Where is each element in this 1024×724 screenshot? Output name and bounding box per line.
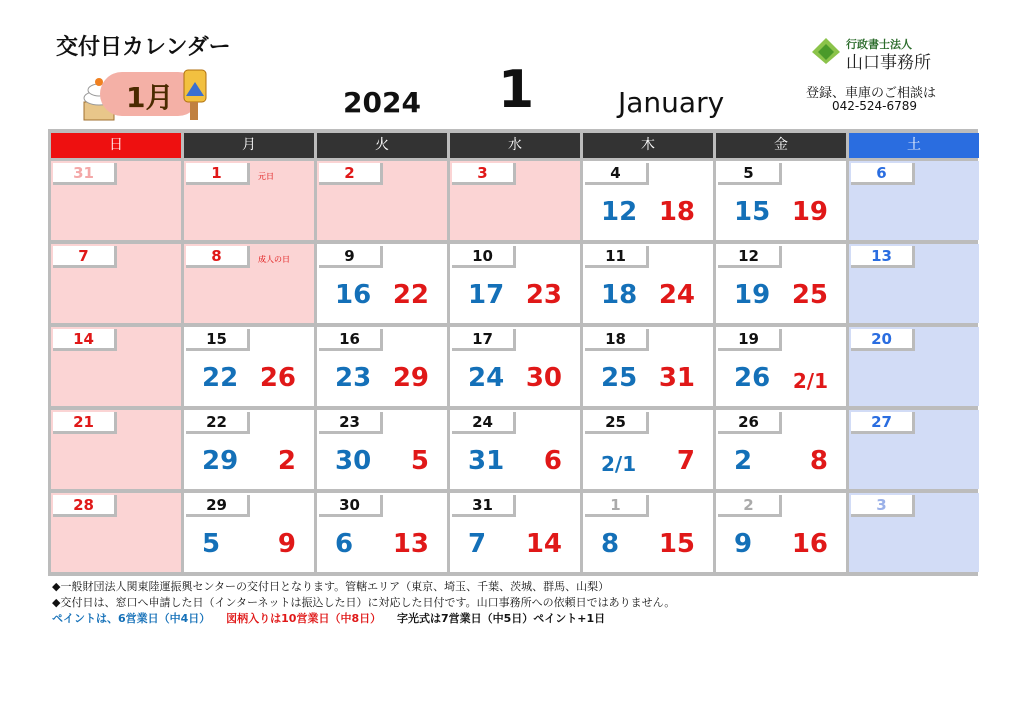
month-badge-label: 1月 [126, 81, 174, 114]
design-delivery-date: 7 [676, 446, 695, 476]
paint-delivery-date: 19 [734, 280, 771, 310]
design-rule: 図柄入りは10営業日（中8日） [226, 612, 382, 625]
paint-delivery-date: 22 [202, 363, 239, 393]
day-number: 19 [718, 329, 782, 351]
design-delivery-date: 2/1 [792, 369, 828, 393]
day-number: 20 [851, 329, 915, 351]
paint-delivery-date: 16 [335, 280, 372, 310]
paint-delivery-date: 24 [468, 363, 505, 393]
day-number: 18 [585, 329, 649, 351]
day-cell [716, 327, 846, 406]
day-number: 24 [452, 412, 516, 434]
paint-delivery-date: 25 [601, 363, 638, 393]
hagoita-icon [80, 68, 212, 124]
day-number: 26 [718, 412, 782, 434]
day-cell [450, 327, 580, 406]
day-number: 28 [53, 495, 117, 517]
day-cell [184, 161, 314, 240]
phone-number: 042-524-6789 [832, 99, 918, 113]
day-cell [317, 244, 447, 323]
paint-delivery-date: 2 [734, 446, 753, 476]
day-cell [583, 244, 713, 323]
design-delivery-date: 14 [525, 529, 562, 559]
header-wed: 水 [450, 133, 580, 158]
day-number: 16 [319, 329, 383, 351]
day-cell [849, 327, 979, 406]
month-badge [80, 68, 212, 124]
day-cell [450, 410, 580, 489]
day-number: 1 [186, 163, 250, 185]
holiday-note: 元日 [258, 172, 274, 181]
paint-delivery-date: 5 [202, 529, 221, 559]
design-delivery-date: 2 [277, 446, 296, 476]
calendar-grid [48, 129, 978, 576]
paint-delivery-date: 29 [202, 446, 239, 476]
font-rule: 字光式は7営業日（中5日）ペイント+1日 [396, 612, 606, 625]
design-delivery-date: 23 [525, 280, 562, 310]
day-cell [184, 327, 314, 406]
day-number: 30 [319, 495, 383, 517]
day-cell [51, 327, 181, 406]
header-fri: 金 [716, 133, 846, 158]
paint-delivery-date: 31 [468, 446, 505, 476]
day-cell [849, 493, 979, 572]
footer-line-2: ◆交付日は、窓口へ申請した日（インターネットは振込した日）に対応した日付です。山口事務所への依頼日ではありません。 [52, 596, 676, 609]
day-cell [450, 493, 580, 572]
day-number: 2 [718, 495, 782, 517]
holiday-note: 成人の日 [258, 255, 290, 264]
day-cell [317, 161, 447, 240]
paint-rule: ペイントは、6営業日（中4日） [52, 612, 211, 625]
design-delivery-date: 16 [791, 529, 828, 559]
page-title: 交付日カレンダー [56, 35, 231, 60]
paint-delivery-date: 23 [335, 363, 372, 393]
day-cell [583, 493, 713, 572]
office-type: 行政書士法人 [846, 38, 912, 51]
header-sun: 日 [51, 133, 181, 158]
day-cell [184, 493, 314, 572]
design-delivery-date: 30 [525, 363, 562, 393]
day-cell [317, 493, 447, 572]
paint-delivery-date: 30 [335, 446, 372, 476]
day-number: 1 [585, 495, 649, 517]
paint-delivery-date: 8 [601, 529, 620, 559]
design-delivery-date: 22 [392, 280, 429, 310]
design-delivery-date: 19 [791, 197, 828, 227]
day-number: 11 [585, 246, 649, 268]
day-number: 23 [319, 412, 383, 434]
paint-delivery-date: 18 [601, 280, 638, 310]
header-tue: 火 [317, 133, 447, 158]
day-cell [51, 161, 181, 240]
day-cell [583, 161, 713, 240]
day-cell [450, 244, 580, 323]
day-cell [583, 410, 713, 489]
day-cell [51, 244, 181, 323]
paint-delivery-date: 2/1 [601, 452, 637, 476]
day-cell [51, 493, 181, 572]
paint-delivery-date: 7 [468, 529, 487, 559]
day-cell [716, 161, 846, 240]
paint-delivery-date: 15 [734, 197, 771, 227]
day-number: 5 [718, 163, 782, 185]
day-number: 17 [452, 329, 516, 351]
header-sat: 土 [849, 133, 979, 158]
paint-delivery-date: 6 [335, 529, 354, 559]
day-cell [583, 327, 713, 406]
day-cell [716, 244, 846, 323]
design-delivery-date: 15 [658, 529, 695, 559]
paint-delivery-date: 17 [468, 280, 505, 310]
design-delivery-date: 18 [658, 197, 695, 227]
footer-rules [52, 610, 605, 626]
day-cell [716, 493, 846, 572]
day-cell [849, 244, 979, 323]
header-mon: 月 [184, 133, 314, 158]
day-number: 8 [186, 246, 250, 268]
day-number: 4 [585, 163, 649, 185]
day-cell [51, 410, 181, 489]
day-cell [849, 410, 979, 489]
year-label: 2024 [343, 86, 421, 119]
day-number: 27 [851, 412, 915, 434]
paint-delivery-date: 9 [734, 529, 753, 559]
design-delivery-date: 25 [791, 280, 828, 310]
paint-delivery-date: 12 [601, 197, 638, 227]
day-number: 10 [452, 246, 516, 268]
day-number: 3 [851, 495, 915, 517]
day-number: 21 [53, 412, 117, 434]
day-number: 31 [53, 163, 117, 185]
day-cell [317, 410, 447, 489]
design-delivery-date: 8 [809, 446, 828, 476]
day-number: 12 [718, 246, 782, 268]
day-cell [849, 161, 979, 240]
day-number: 7 [53, 246, 117, 268]
day-cell [184, 410, 314, 489]
office-name: 山口事務所 [846, 53, 931, 73]
day-number: 9 [319, 246, 383, 268]
design-delivery-date: 6 [543, 446, 562, 476]
consult-text: 登録、車庫のご相談は [806, 86, 937, 101]
design-delivery-date: 5 [410, 446, 429, 476]
day-number: 14 [53, 329, 117, 351]
leaf-logo-icon [808, 36, 844, 66]
paint-delivery-date: 26 [734, 363, 771, 393]
day-cell [184, 244, 314, 323]
day-number: 3 [452, 163, 516, 185]
day-cell [317, 327, 447, 406]
day-cell [716, 410, 846, 489]
month-number: 1 [498, 60, 535, 120]
month-english: January [618, 86, 725, 119]
day-number: 2 [319, 163, 383, 185]
design-delivery-date: 26 [259, 363, 296, 393]
day-number: 13 [851, 246, 915, 268]
design-delivery-date: 29 [392, 363, 429, 393]
header-thu: 木 [583, 133, 713, 158]
design-delivery-date: 13 [392, 529, 429, 559]
design-delivery-date: 9 [277, 529, 296, 559]
day-number: 29 [186, 495, 250, 517]
design-delivery-date: 24 [658, 280, 695, 310]
day-number: 15 [186, 329, 250, 351]
day-cell [450, 161, 580, 240]
footer-line-1: ◆一般財団法人関東陸運振興センターの交付日となります。管轄エリア（東京、埼玉、千葉、茨城、群馬、山梨） [52, 580, 610, 593]
day-number: 25 [585, 412, 649, 434]
design-delivery-date: 31 [658, 363, 695, 393]
day-number: 31 [452, 495, 516, 517]
day-number: 6 [851, 163, 915, 185]
day-number: 22 [186, 412, 250, 434]
